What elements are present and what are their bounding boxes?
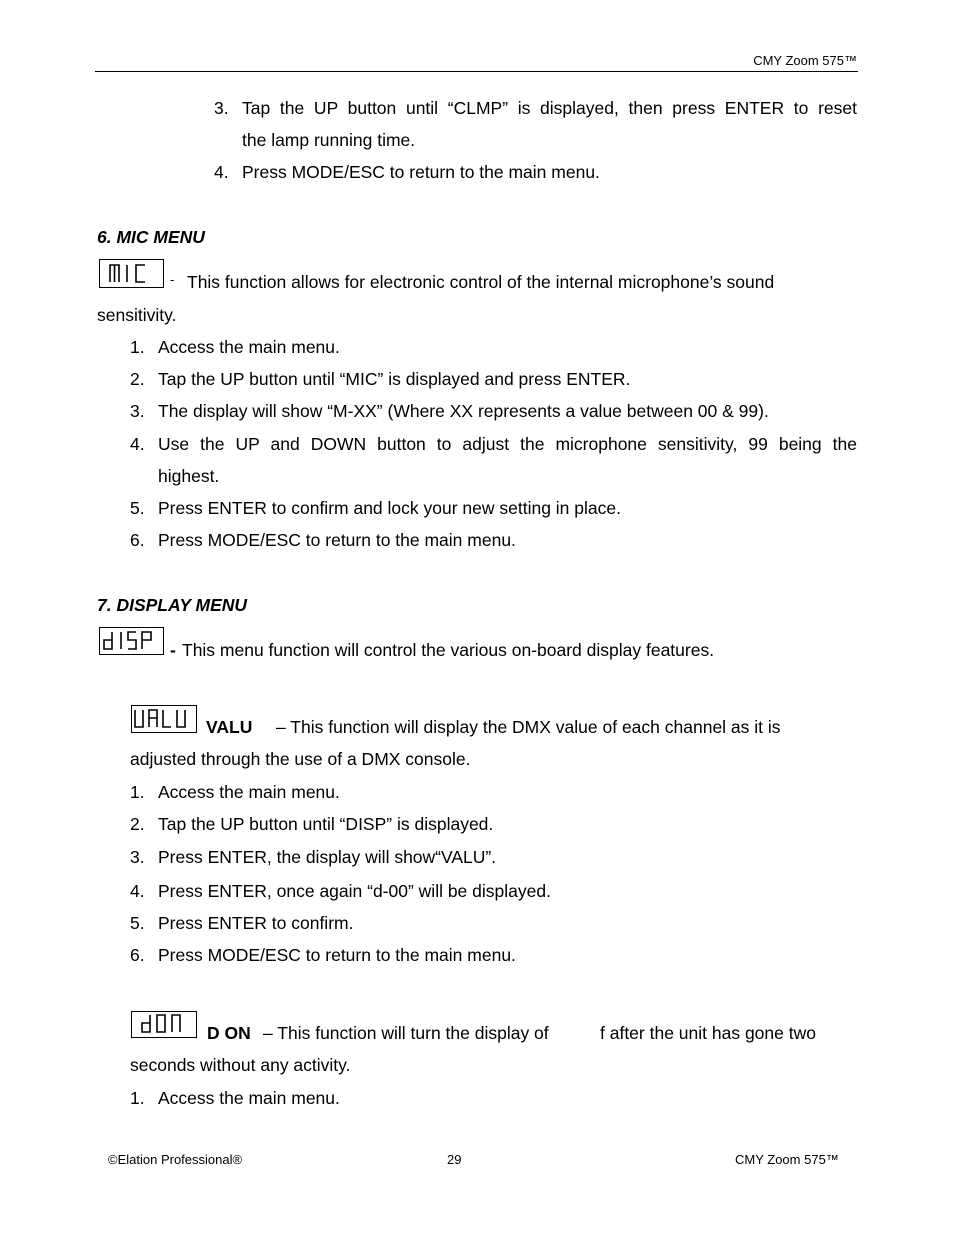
step-text: The display will show “M-XX” (Where XX represents a value between 00 & 99). [158,401,769,421]
step-text: Access the main menu. [158,782,340,802]
step-text: Access the main menu. [158,1088,340,1108]
valu-label: VALU [206,717,253,737]
step-number: 4. [214,162,229,182]
step-number: 2. [130,369,145,389]
lcd-disp-icon [99,627,164,655]
lcd-don-icon [131,1011,197,1038]
header-rule [95,71,858,72]
step-number: 4. [130,881,145,901]
valu-description-cont: adjusted through the use of a DMX console. [130,749,471,769]
step-number: 5. [130,913,145,933]
lcd-mic-icon [99,259,164,288]
step-text: Press ENTER to confirm. [158,913,354,933]
step-number: 3. [214,98,229,118]
step-number: 6. [130,530,145,550]
lcd-dash: - [170,640,176,660]
step-number: 4. [130,434,145,454]
step-number: 1. [130,782,145,802]
step-number: 1. [130,337,145,357]
step-number: 3. [130,401,145,421]
step-text-cont: highest. [158,466,220,486]
step-text: Tap the UP button until “DISP” is displayed. [158,814,494,834]
step-number: 5. [130,498,145,518]
step-number: 2. [130,814,145,834]
step-text: Tap the UP button until “CLMP” is displayed, then press ENTER to reset [242,98,857,118]
section-heading-mic: 6. MIC MENU [97,227,205,247]
lcd-valu-icon [131,705,197,733]
footer-copyright: ©Elation Professional® [108,1152,243,1167]
display-description: This menu function will control the various on-board display features. [182,640,715,660]
don-label: D ON [207,1023,251,1043]
mic-description-cont: sensitivity. [97,305,177,325]
step-text: Access the main menu. [158,337,340,357]
step-text: Tap the UP button until “MIC” is displayed and press ENTER. [158,369,631,389]
don-description-cont: seconds without any activity. [130,1055,351,1075]
lcd-dash: - [170,272,175,287]
step-text: Press MODE/ESC to return to the main menu. [242,162,600,182]
step-text-cont: the lamp running time. [242,130,416,150]
step-text: Press MODE/ESC to return to the main menu. [158,945,516,965]
step-number: 6. [130,945,145,965]
step-text: Press MODE/ESC to return to the main menu. [158,530,516,550]
step-text: Press ENTER, the display will show“VALU”. [158,847,497,867]
step-text: Press ENTER to confirm and lock your new setting in place. [158,498,621,518]
step-text: Press ENTER, once again “d-00” will be displayed. [158,881,551,901]
step-number: 3. [130,847,145,867]
mic-description: This function allows for electronic control of the internal microphone’s sound [187,272,775,292]
step-text: Use the UP and DOWN button to adjust the microphone sensitivity, 99 being the [158,434,857,454]
step-number: 1. [130,1088,145,1108]
don-description-b: f after the unit has gone two [600,1023,816,1043]
footer-title: CMY Zoom 575™ [735,1152,839,1167]
header-title: CMY Zoom 575™ [753,53,857,68]
valu-description: – This function will display the DMX value of each channel as it is [276,717,781,737]
section-heading-display: 7. DISPLAY MENU [97,595,248,615]
don-description: – This function will turn the display of [263,1023,549,1043]
page-number: 29 [447,1152,462,1167]
